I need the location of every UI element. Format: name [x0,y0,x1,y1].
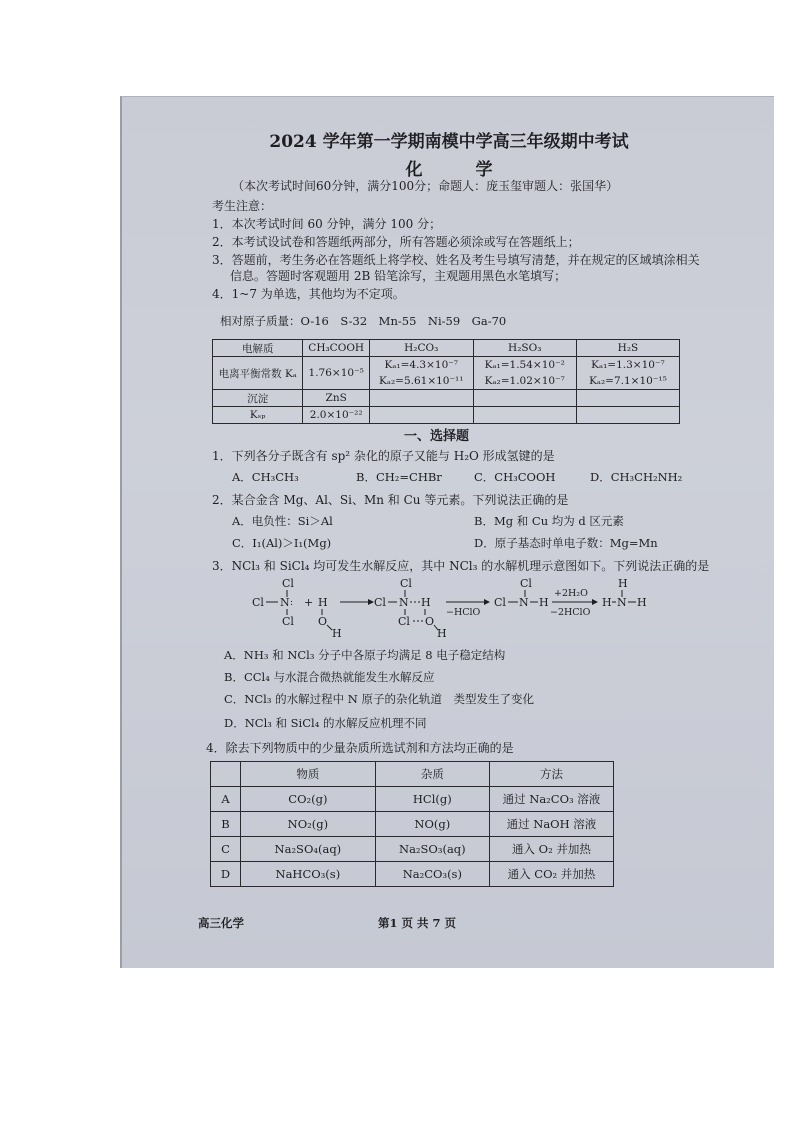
note-item: 2．本考试设试卷和答题纸两部分，所有答题必须涂或写在答题纸上； [212,235,580,249]
arrow-label: +2H₂O [554,588,588,599]
table-row: D NaHCO₃(s) Na₂CO₃(s) 通入 CO₂ 并加热 [211,862,614,887]
atom-label: H [618,577,628,590]
atom-label: H [318,596,328,609]
table-row: C Na₂SO₄(aq) Na₂SO₃(aq) 通入 O₂ 并加热 [211,837,614,862]
q1-option-b: B．CH₂=CHBr [356,470,442,484]
q2-option-a: A．电负性：Si＞Al [232,514,333,528]
arrow-label: −2HClO [550,607,591,618]
atom-label: H [421,596,431,609]
atom-label: H [637,596,647,609]
atom-label: H [539,596,549,609]
atom-label: O [318,615,328,628]
atom-label: Cl [252,596,264,609]
note-item: 1．本次考试时间 60 分钟，满分 100 分； [212,217,442,231]
exam-title: 2024 学年第一学期南模中学高三年级期中考试 [269,132,629,152]
table-row: 电解质 CH₃COOH H₂CO₃ H₂SO₃ H₂S [213,340,680,357]
q1-option-a: A．CH₃CH₃ [232,470,299,484]
table-row: 物质 杂质 方法 [211,762,614,787]
note-item: 3．答题前，考生务必在答题纸上将学校、姓名及考生号填写清楚，并在规定的区域填涂相关 [212,253,700,267]
table-row: 电离平衡常数 Kₐ 1.76×10⁻⁵ Kₐ₁=4.3×10⁻⁷ Kₐ₁=1.54×10⁻² Kₐ₁=1.3×10⁻⁷ [213,357,680,374]
atom-label: Cl [400,577,412,590]
atom-label: N [519,596,529,609]
q3-option-b: B．CCl₄ 与水混合微热就能发生水解反应 [224,670,435,684]
atom-label: H [602,596,612,609]
atom-label: Cl [282,615,294,628]
table-row: B NO₂(g) NO(g) 通过 NaOH 溶液 [211,812,614,837]
arrow-label: −HClO [446,607,481,618]
q3-option-d: D．NCl₃ 和 SiCl₄ 的水解反应机理不同 [224,716,427,730]
page-number: 第1 页 共 7 页 [378,916,457,930]
question-4-stem: 4．除去下列物质中的少量杂质所选试剂和方法均正确的是 [206,741,514,755]
atom-label: Cl [520,577,532,590]
question-2-stem: 2．某合金含 Mg、Al、Si、Mn 和 Cu 等元素。下列说法正确的是 [212,493,569,507]
atom-label: Cl [398,615,410,628]
atom-label: N [617,596,627,609]
footer-subject: 高三化学 [198,916,244,930]
svg-text::: : [290,598,294,608]
atom-label: N [399,596,409,609]
atom-label: H [437,627,447,639]
q2-option-c: C．I₁(Al)＞I₁(Mg) [232,536,332,550]
question-1-stem: 1．下列各分子既含有 sp² 杂化的原子又能与 H₂O 形成氢键的是 [212,449,555,463]
q3-option-a: A．NH₃ 和 NCl₃ 分子中各原子均满足 8 电子稳定结构 [224,648,506,662]
atom-label: Cl [374,596,386,609]
atomic-mass: 相对原子质量：O-16 S-32 Mn-55 Ni-59 Ga-70 [220,314,507,328]
atom-label: Cl [494,596,506,609]
atom-label: Cl [282,577,294,590]
question-3-stem: 3．NCl₃ 和 SiCl₄ 均可发生水解反应，其中 NCl₃ 的水解机理示意图如下。下列说法正确的是 [212,559,710,573]
subject-title: 化 学 [405,160,511,180]
hydrolysis-mechanism-diagram [252,575,652,639]
atom-label: H [332,627,342,639]
notes-heading: 考生注意： [212,199,273,213]
plus-sign: + [304,596,314,609]
q2-option-d: D．原子基态时单电子数：Mg=Mn [474,536,658,550]
table-row: Kₐ₂=5.61×10⁻¹¹ Kₐ₂=1.02×10⁻⁷ Kₐ₂=7.1×10⁻¹⁵ [213,373,680,390]
exam-info: （本次考试时间60分钟，满分100分；命题人：庞玉玺审题人：张国华） [232,179,619,193]
q1-option-d: D．CH₃CH₂NH₂ [590,470,683,484]
table-row: 沉淀 ZnS [213,390,680,407]
constants-table [212,339,680,424]
section-heading: 一、选择题 [404,429,470,444]
q1-option-c: C．CH₃COOH [474,470,556,484]
table-row: A CO₂(g) HCl(g) 通过 Na₂CO₃ 溶液 [211,787,614,812]
q2-option-b: B．Mg 和 Cu 均为 d 区元素 [474,514,624,528]
q3-option-c: C．NCl₃ 的水解过程中 N 原子的杂化轨道 类型发生了变化 [224,692,534,706]
note-item: 4．1~7 为单选，其他均为不定项。 [212,287,405,301]
note-item: 信息。答题时客观题用 2B 铅笔涂写，主观题用黑色水笔填写； [230,269,567,283]
exam-paper [120,96,774,968]
purification-table [210,761,614,887]
table-row: Kₛₚ 2.0×10⁻²² [213,407,680,424]
atom-label: O [425,615,435,628]
atom-label: N [280,596,290,609]
